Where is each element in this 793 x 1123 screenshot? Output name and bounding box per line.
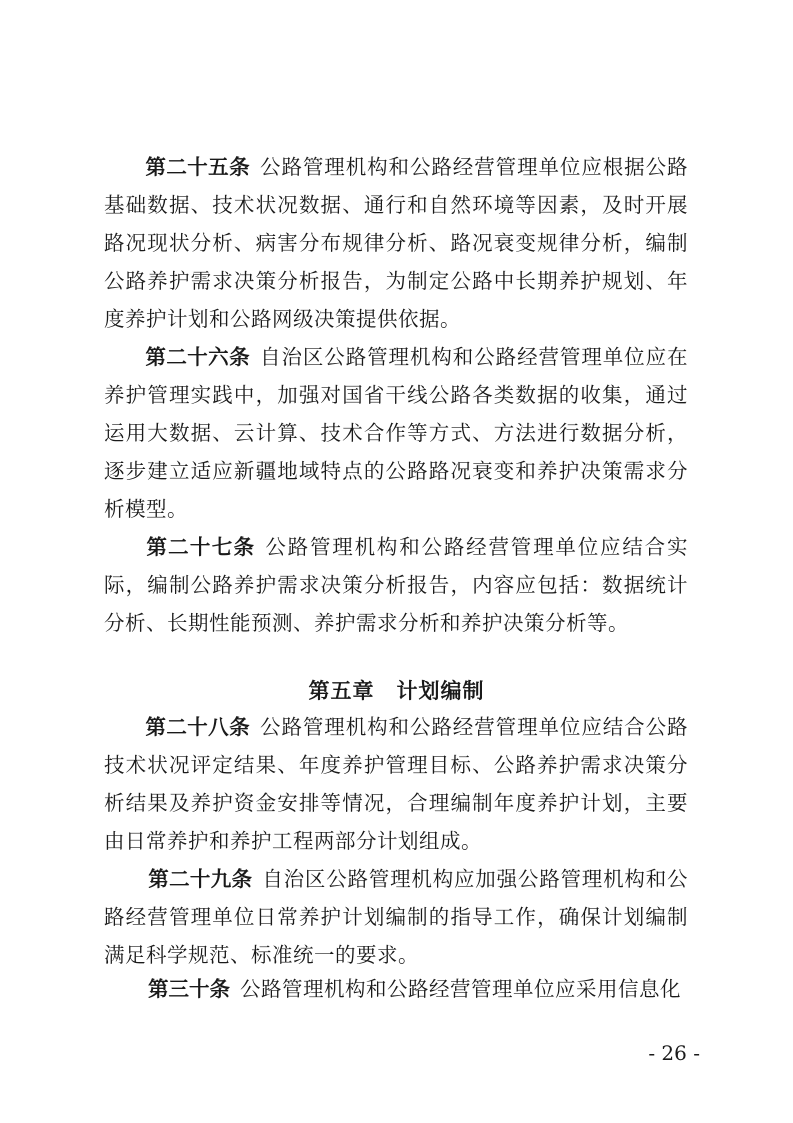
article-number: 第二十九条 [148,867,253,891]
article-number: 第二十七条 [145,535,256,559]
chapter-label: 第五章 [308,678,375,703]
article-28 [104,708,688,860]
article-27 [104,528,688,642]
article-text: 自治区公路管理机构应加强公路管理机构和公路经营管理单位日常养护计划编制的指导工作，确保计划编制满足科学规范、标准统一的要求。 [104,867,689,967]
article-26 [104,338,688,528]
article-number: 第二十八条 [145,715,251,739]
article-text: 自治区公路管理机构和公路经营管理单位应在养护管理实践中，加强对国省干线公路各类数据的收集，通过运用大数据、云计算、技术合作等方式、方法进行数据分析，逐步建立适应新疆地域特点的公路路况衰变和养护决策需求分析模型。 [104,345,689,521]
article-text: 公路管理机构和公路经营管理单位应结合公路技术状况评定结果、年度养护管理目标、公路养护需求决策分析结果及养护资金安排等情况，合理编制年度养护计划，主要由日常养护和养护工程两部分计划组成。 [104,715,689,853]
article-number: 第二十五条 [145,155,251,179]
article-25 [104,148,688,338]
article-text: 公路管理机构和公路经营管理单位应采用信息化 [240,977,681,1001]
article-number: 第二十六条 [145,345,251,369]
chapter-heading [0,676,793,706]
page-number: - 26 - [648,1041,700,1065]
article-29 [104,860,688,974]
article-30 [104,970,688,1008]
article-text: 公路管理机构和公路经营管理单位应根据公路基础数据、技术状况数据、通行和自然环境等因素，及时开展路况现状分析、病害分布规律分析、路况衰变规律分析，编制公路养护需求决策分析报告，为制定公路中长期养护规划、年度养护计划和公路网级决策提供依据。 [104,155,689,331]
chapter-title: 计划编制 [396,678,485,703]
article-number: 第三十条 [148,977,230,1001]
article-text: 公路管理机构和公路经营管理单位应结合实际，编制公路养护需求决策分析报告，内容应包括：数据统计分析、长期性能预测、养护需求分析和养护决策分析等。 [104,535,688,635]
